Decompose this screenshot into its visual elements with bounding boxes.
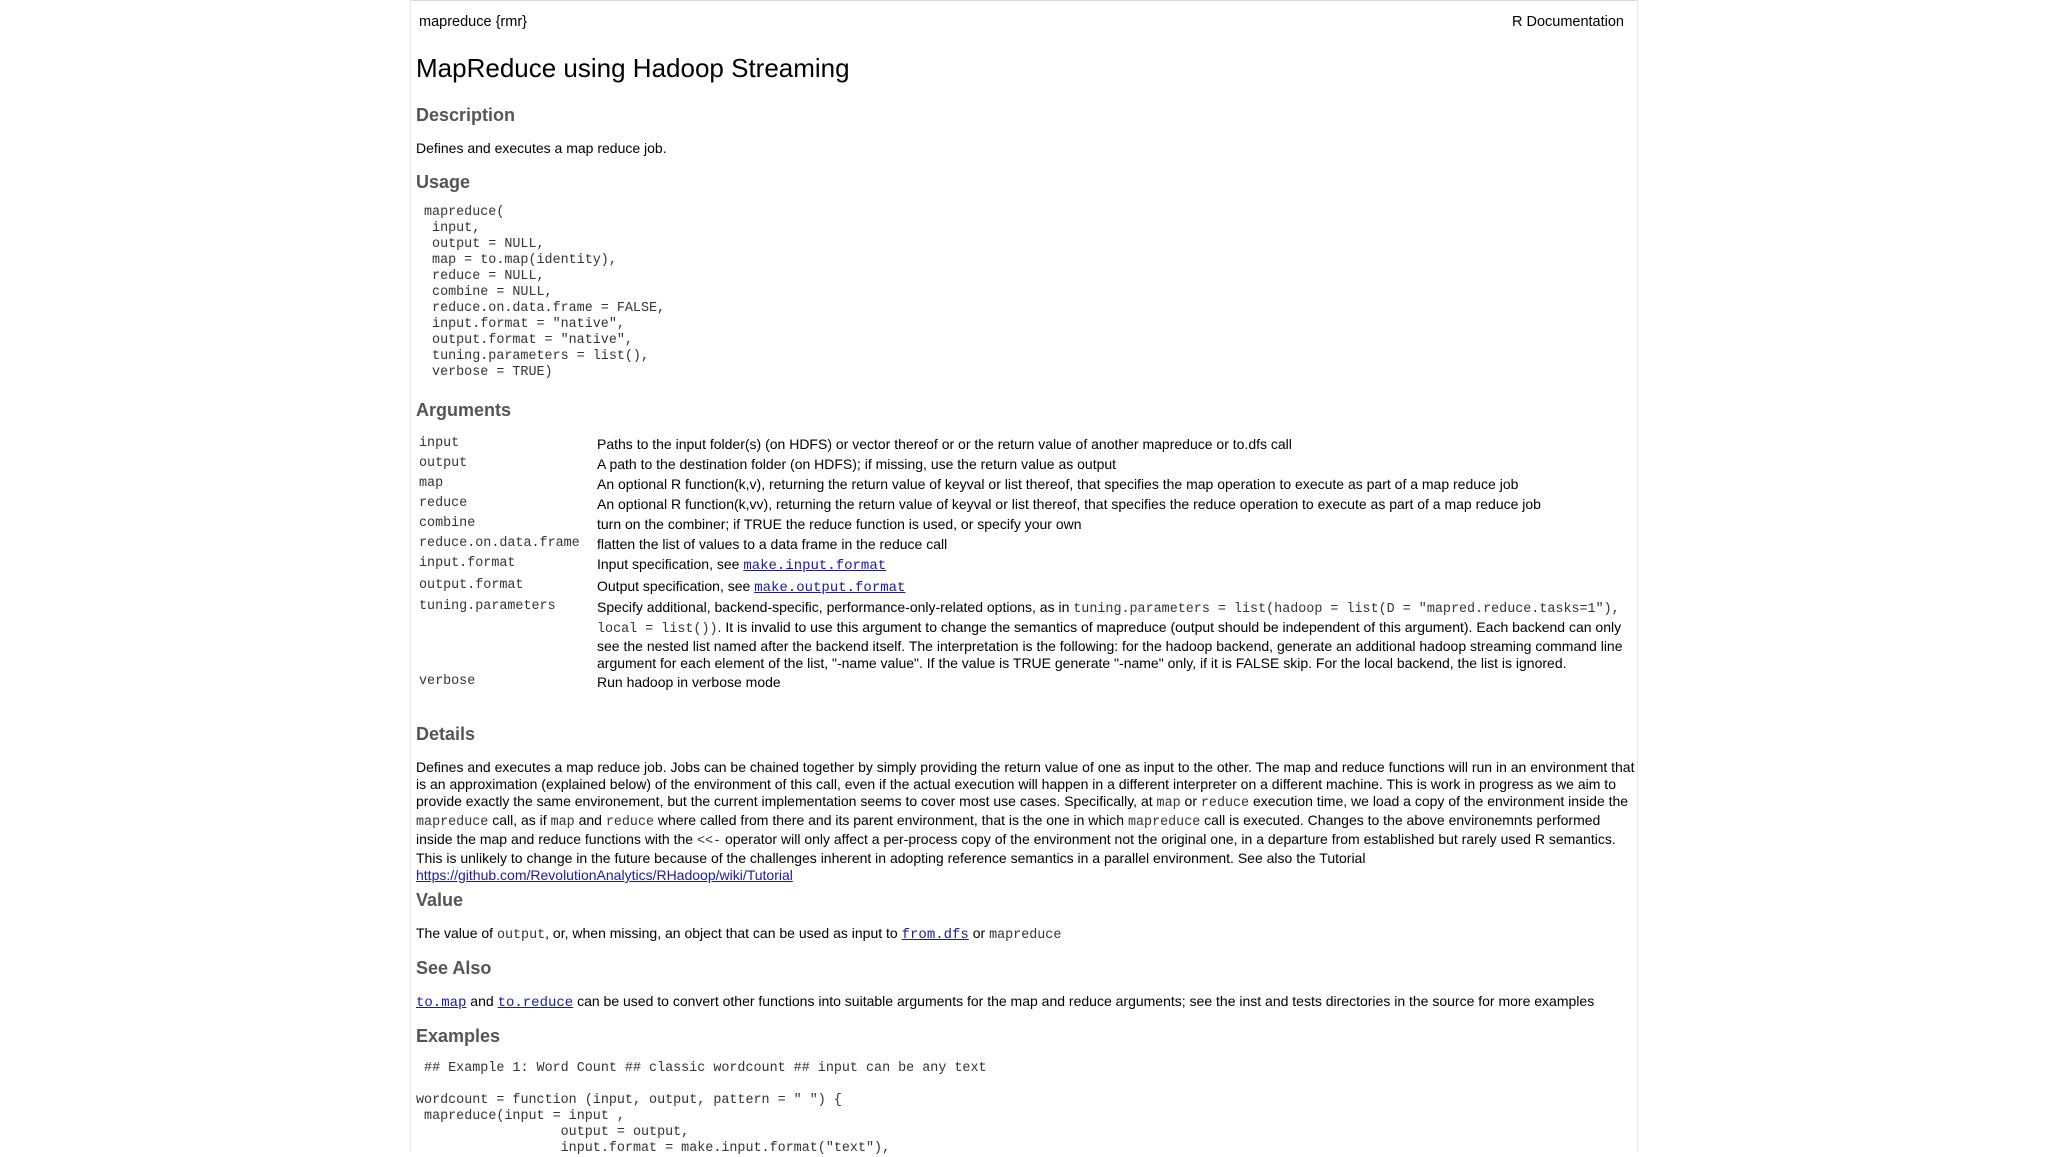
package-label: mapreduce {rmr} xyxy=(419,14,527,30)
argument-name: input xyxy=(419,436,460,451)
heading-details: Details xyxy=(416,724,476,744)
examples-code: ## Example 1: Word Count ## classic wordcount ## input can be any text wordcount = function (input, output, pattern = " ") { mapreduce(input = input , output = output, input.format = make.input.format("text"), xyxy=(416,1061,987,1156)
code-inline: mapreduce xyxy=(989,928,1062,943)
document-page xyxy=(410,0,1638,1156)
argument-row xyxy=(416,455,1626,475)
argument-desc xyxy=(594,555,1626,577)
argument-desc: A path to the destination folder (on HDFS); if missing, use the return value as output xyxy=(597,456,1117,472)
argument-desc: An optional R function(k,v), returning the return value of keyval or list thereof, that specifies the map operation to execute as part of a map reduce job xyxy=(597,476,1519,492)
argument-name: combine xyxy=(419,516,476,531)
details-text: Defines and executes a map reduce job. Jobs can be chained together by simply providing the return value of one as input to the other. The map and reduce functions will run in an environment that is an approximation (explained below) of the environment of this call, even if the actual execution will happen in a different interpreter on a different machine. This is work in progress as we aim to provide exactly the same environement, but the current implementation seems to cover most use cases. Specifically, at map or reduce execution time, we load a copy of the environment inside the mapreduce call, as if map and reduce where called from there and its parent environment, that is the one in which mapreduce call is executed. Changes to the above environemnts performed inside the map and reduce functions with the <<- operator will only affect a per-process copy of the environment not the original one, in a departure from established but rarely used R semantics. This is unlikely to change in the future because of the challenges inherent in adopting reference semantics in a parallel environment. See also the Tutorial https://github.com/RevolutionAnalytics/RHadoop/wiki/Tutorial xyxy=(416,759,1635,883)
argument-desc xyxy=(594,577,1626,599)
heading-value: Value xyxy=(416,890,464,910)
tutorial-link[interactable]: https://github.com/RevolutionAnalytics/RHadoop/wiki/Tutorial xyxy=(416,867,793,883)
argument-name: map xyxy=(419,476,444,491)
argument-name: output.format xyxy=(419,577,524,593)
make-output-format-link[interactable]: make.output.format xyxy=(754,579,906,596)
code-inline: output xyxy=(496,928,546,943)
code-inline: mapreduce xyxy=(416,815,489,830)
argument-name: input.format xyxy=(419,556,516,571)
description-text: Defines and executes a map reduce job. xyxy=(416,140,667,156)
argument-row xyxy=(416,673,1626,693)
value-text: The value of output, or, when missing, an object that can be used as input to from.dfs or mapreduce xyxy=(416,925,1062,943)
argument-row xyxy=(416,435,1626,455)
see-also-text: to.map and to.reduce can be used to convert other functions into suitable arguments for the map and reduce arguments; see the inst and tests directories in the source for more examples xyxy=(416,993,1595,1011)
argument-desc-text: Output specification, see xyxy=(597,577,755,594)
argument-row xyxy=(416,515,1626,535)
argument-name: verbose xyxy=(419,674,476,689)
code-inline: <<- xyxy=(696,834,722,849)
argument-row xyxy=(416,577,1626,599)
code-inline: mapreduce xyxy=(1127,815,1201,830)
argument-desc: An optional R function(k,vv), returning the return value of keyval or list thereof, that specifies the reduce operation to execute as part of a map reduce job xyxy=(597,496,1541,512)
argument-name: output xyxy=(419,456,468,471)
make-input-format-link[interactable]: make.input.format xyxy=(743,558,887,574)
to-reduce-link[interactable]: to.reduce xyxy=(497,995,574,1011)
heading-see-also: See Also xyxy=(416,958,492,978)
r-documentation-label: R Documentation xyxy=(1511,14,1624,30)
argument-row xyxy=(416,555,1626,577)
argument-desc: Run hadoop in verbose mode xyxy=(597,674,781,690)
argument-desc xyxy=(594,598,1626,673)
argument-row xyxy=(416,535,1626,555)
from-dfs-link[interactable]: from.dfs xyxy=(901,927,969,943)
arguments-table xyxy=(416,435,1626,693)
argument-desc-text: Input specification, see xyxy=(597,556,744,572)
argument-desc: Paths to the input folder(s) (on HDFS) or vector thereof or or the return value of another mapreduce or to.dfs call xyxy=(597,436,1292,452)
heading-examples: Examples xyxy=(416,1026,501,1046)
argument-row xyxy=(416,495,1626,515)
usage-code: mapreduce( input, output = NULL, map = to.map(identity), reduce = NULL, combine = NULL, reduce.on.data.frame = FALSE, input.format = "native", output.format = "native", tuning.parameters = list(), verbose = TRUE) xyxy=(424,205,666,380)
page-title: MapReduce using Hadoop Streaming xyxy=(416,53,850,83)
argument-name: tuning.parameters xyxy=(419,599,556,614)
doc-header xyxy=(419,14,1624,30)
argument-desc: flatten the list of values to a data frame in the reduce call xyxy=(597,536,948,552)
argument-desc-text: . It is invalid to use this argument to change the semantics of mapreduce (output should be independent of this argument). Each backend can only see the nested list named after the backend itself. The interpretation is the following: for the hadoop backend, generate an additional hadoop streaming command line argument for each element of the list, "-name value". If the value is TRUE generate "-name" only, if it is FALSE skip. For the local backend, the list is ignored. xyxy=(597,618,1623,671)
argument-row xyxy=(416,598,1626,673)
code-inline: map xyxy=(1156,796,1181,811)
code-inline: reduce xyxy=(605,815,655,830)
argument-row xyxy=(416,475,1626,495)
argument-name: reduce xyxy=(419,496,468,511)
heading-description: Description xyxy=(416,105,516,125)
code-inline: reduce xyxy=(1200,796,1250,811)
code-inline: map xyxy=(550,815,575,830)
to-map-link[interactable]: to.map xyxy=(416,995,467,1011)
heading-arguments: Arguments xyxy=(416,400,512,420)
tuning-parameters-code: tuning.parameters = list(hadoop = list(D = "mapred.reduce.tasks=1"), local = list()) xyxy=(597,602,1620,637)
argument-desc: turn on the combiner; if TRUE the reduce function is used, or specify your own xyxy=(597,516,1082,532)
argument-desc-text: Specify additional, backend-specific, performance-only-related options, as in xyxy=(597,599,1074,615)
heading-usage: Usage xyxy=(416,172,471,192)
argument-name: reduce.on.data.frame xyxy=(419,536,580,551)
